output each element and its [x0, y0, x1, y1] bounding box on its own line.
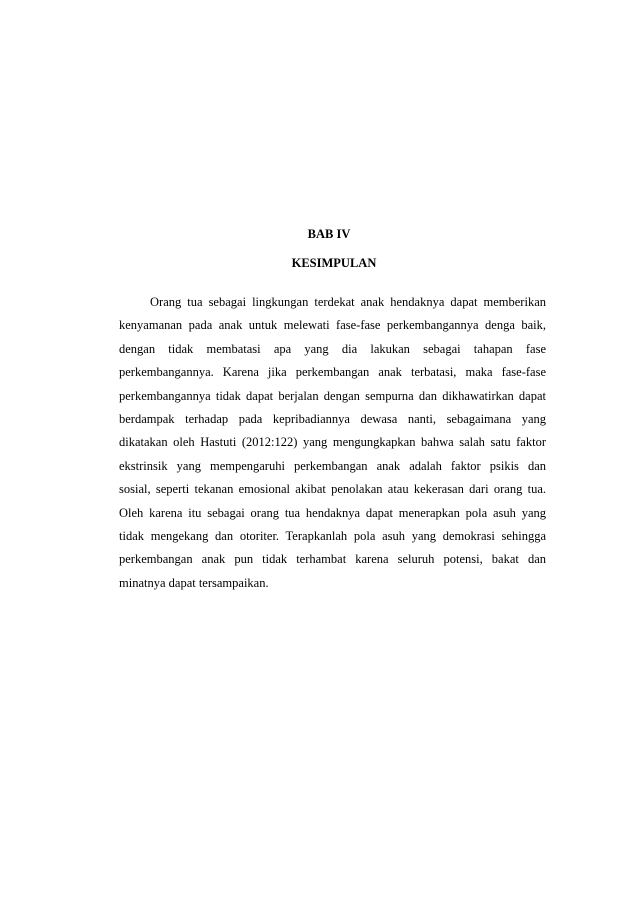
- paragraph-line: Orang tua sebagai lingkungan terdekat anak hendaknya dapat memberikan: [150, 295, 546, 309]
- paragraph-line: sosial, seperti tekanan emosional akibat penolakan atau kekerasan dari orang tua.: [119, 482, 546, 497]
- chapter-title: KESIMPULAN: [291, 256, 377, 270]
- chapter-number: BAB IV: [307, 227, 351, 241]
- paragraph-line: berdampak terhadap pada kepribadiannya dewasa nanti, sebagaimana yang: [119, 411, 546, 426]
- paragraph-line: perkembangannya. Karena jika perkembangan anak terbatasi, maka fase-fase: [119, 365, 546, 380]
- paragraph-line: ekstrinsik yang mempengaruhi perkembangan anak adalah faktor psikis dan: [119, 458, 546, 473]
- paragraph-line: kenyamanan pada anak untuk melewati fase-fase perkembangannya denga baik,: [119, 318, 546, 333]
- paragraph-line: minatnya dapat tersampaikan.: [119, 575, 269, 590]
- paragraph-line: perkembangan anak pun tidak terhambat karena seluruh potensi, bakat dan: [119, 552, 546, 567]
- paragraph-line: Oleh karena itu sebagai orang tua hendaknya dapat menerapkan pola asuh yang: [119, 505, 546, 520]
- conclusion-paragraph: [119, 291, 546, 595]
- paragraph-line: dengan tidak membatasi apa yang dia lakukan sebagai tahapan fase: [119, 341, 546, 356]
- paragraph-line: perkembangannya tidak dapat berjalan dengan sempurna dan dikhawatirkan dapat: [119, 388, 546, 403]
- paragraph-line: tidak mengekang dan otoriter. Terapkanlah pola asuh yang demokrasi sehingga: [119, 528, 546, 543]
- paragraph-line: dikatakan oleh Hastuti (2012:122) yang mengungkapkan bahwa salah satu faktor: [119, 435, 546, 450]
